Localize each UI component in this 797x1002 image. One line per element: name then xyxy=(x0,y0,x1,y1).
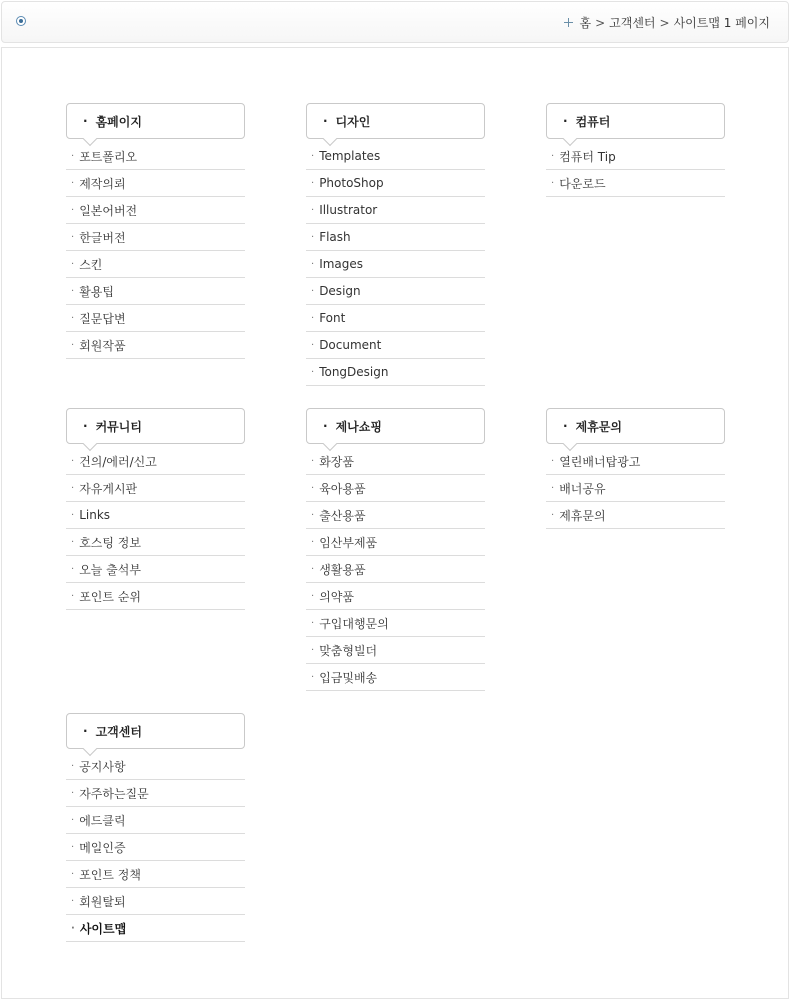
list-item[interactable]: · Font xyxy=(306,305,485,332)
breadcrumb xyxy=(564,14,770,31)
list-item[interactable]: · 다운로드 xyxy=(546,170,725,197)
list-item[interactable]: · 맞춤형빌더 xyxy=(306,637,485,664)
list-item[interactable]: · 일본어버전 xyxy=(66,197,245,224)
group-items xyxy=(306,448,485,691)
list-item[interactable]: · 임산부제품 xyxy=(306,529,485,556)
list-item[interactable]: · 질문답변 xyxy=(66,305,245,332)
list-item[interactable]: · 포트폴리오 xyxy=(66,143,245,170)
list-item[interactable]: · 호스팅 정보 xyxy=(66,529,245,556)
breadcrumb-current: 사이트맵 1 페이지 xyxy=(673,16,770,30)
list-item[interactable]: · 공지사항 xyxy=(66,753,245,780)
home-crosshair-icon xyxy=(564,18,573,27)
list-item[interactable]: · 자유게시판 xyxy=(66,475,245,502)
list-item[interactable]: · Flash xyxy=(306,224,485,251)
list-item[interactable]: · Illustrator xyxy=(306,197,485,224)
group-homepage xyxy=(66,103,245,359)
list-item[interactable]: · TongDesign xyxy=(306,359,485,386)
group-header[interactable]: · 제나쇼핑 xyxy=(306,408,485,444)
list-item[interactable]: · Design xyxy=(306,278,485,305)
list-item[interactable]: · 화장품 xyxy=(306,448,485,475)
list-item[interactable]: · Templates xyxy=(306,143,485,170)
list-item[interactable]: · 출산용품 xyxy=(306,502,485,529)
group-items xyxy=(546,143,725,197)
list-item[interactable]: · 활용팁 xyxy=(66,278,245,305)
group-title: 컴퓨터 xyxy=(575,114,611,129)
list-item[interactable]: · 자주하는질문 xyxy=(66,780,245,807)
list-item[interactable]: · 생활용품 xyxy=(306,556,485,583)
list-item[interactable]: · 회원작품 xyxy=(66,332,245,359)
group-items xyxy=(546,448,725,529)
list-item[interactable]: · 컴퓨터 Tip xyxy=(546,143,725,170)
group-items xyxy=(66,143,245,359)
group-title: 홈페이지 xyxy=(95,114,142,129)
group-header[interactable]: · 컴퓨터 xyxy=(546,103,725,139)
list-item[interactable]: · Images xyxy=(306,251,485,278)
list-item[interactable]: · 오늘 출석부 xyxy=(66,556,245,583)
group-header[interactable]: · 디자인 xyxy=(306,103,485,139)
group-header[interactable]: · 제휴문의 xyxy=(546,408,725,444)
list-item[interactable]: · 포인트 순위 xyxy=(66,583,245,610)
group-items xyxy=(66,448,245,610)
group-design xyxy=(306,103,485,386)
breadcrumb-home-link[interactable]: 홈 xyxy=(579,16,592,30)
sitemap-content xyxy=(1,47,789,999)
list-item[interactable]: · 입금및배송 xyxy=(306,664,485,691)
list-item[interactable]: · 한글버전 xyxy=(66,224,245,251)
group-shopping xyxy=(306,408,485,691)
list-item[interactable]: · Document xyxy=(306,332,485,359)
list-item[interactable]: · 건의/에러/신고 xyxy=(66,448,245,475)
list-item[interactable]: · 육아용품 xyxy=(306,475,485,502)
top-title-bar xyxy=(1,1,789,43)
breadcrumb-separator: > xyxy=(659,15,670,30)
group-computer xyxy=(546,103,725,197)
group-partnership xyxy=(546,408,725,529)
group-header[interactable]: · 홈페이지 xyxy=(66,103,245,139)
group-title: 커뮤니티 xyxy=(95,419,142,434)
group-header[interactable]: · 커뮤니티 xyxy=(66,408,245,444)
list-item[interactable]: · 열린배너탑광고 xyxy=(546,448,725,475)
group-community xyxy=(66,408,245,610)
list-item[interactable]: · 회원탈퇴 xyxy=(66,888,245,915)
list-item[interactable]: · 포인트 정책 xyxy=(66,861,245,888)
list-item[interactable]: · 배너공유 xyxy=(546,475,725,502)
list-item[interactable]: · 의약품 xyxy=(306,583,485,610)
list-item[interactable]: · 메일인증 xyxy=(66,834,245,861)
breadcrumb-separator: > xyxy=(595,15,606,30)
list-item[interactable]: · PhotoShop xyxy=(306,170,485,197)
group-items xyxy=(66,753,245,942)
group-title: 제휴문의 xyxy=(575,419,622,434)
list-item-current[interactable]: · 사이트맵 xyxy=(66,915,245,942)
list-item[interactable]: · 제작의뢰 xyxy=(66,170,245,197)
list-item[interactable]: · Links xyxy=(66,502,245,529)
group-title: 디자인 xyxy=(335,114,371,129)
group-customer-center xyxy=(66,713,245,942)
list-item[interactable]: · 제휴문의 xyxy=(546,502,725,529)
group-items xyxy=(306,143,485,386)
group-header[interactable]: · 고객센터 xyxy=(66,713,245,749)
list-item[interactable]: · 에드클릭 xyxy=(66,807,245,834)
group-title: 고객센터 xyxy=(95,724,142,739)
circle-bullet-icon xyxy=(16,16,26,26)
list-item[interactable]: · 스킨 xyxy=(66,251,245,278)
group-title: 제나쇼핑 xyxy=(335,419,382,434)
list-item[interactable]: · 구입대행문의 xyxy=(306,610,485,637)
breadcrumb-parent-link[interactable]: 고객센터 xyxy=(609,16,656,30)
